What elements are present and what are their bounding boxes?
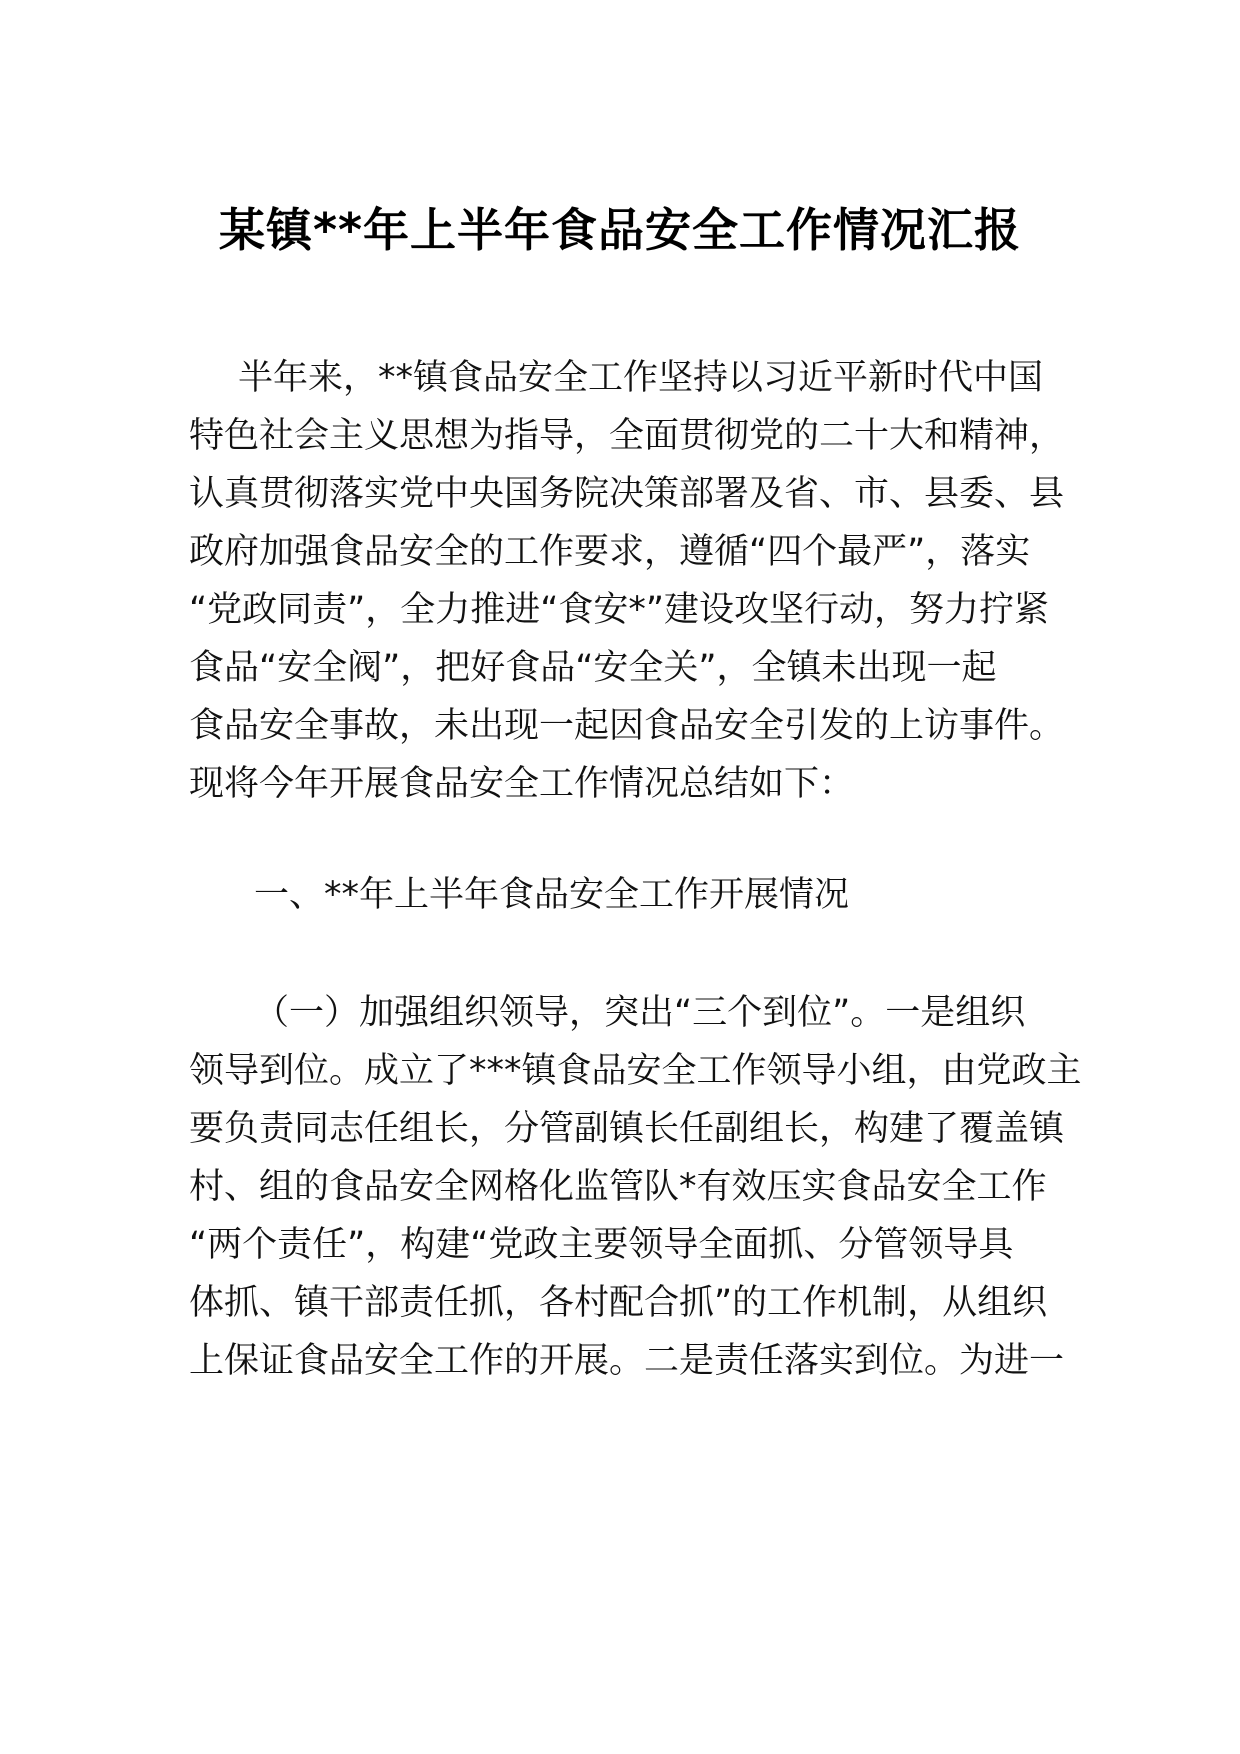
document-title: 某镇**年上半年食品安全工作情况汇报 xyxy=(218,203,1022,257)
section-heading: 一、**年上半年食品安全工作开展情况 xyxy=(254,875,850,915)
subsection-line: 体抓、镇干部责任抓，各村配合抓”的工作机制，从组织 xyxy=(189,1283,1048,1323)
subsection-line: 要负责同志任组长，分管副镇长任副组长，构建了覆盖镇 xyxy=(189,1109,1065,1149)
intro-line: 食品安全事故，未出现一起因食品安全引发的上访事件。 xyxy=(189,706,1065,746)
subsection-line: 上保证食品安全工作的开展。二是责任落实到位。为进一 xyxy=(189,1341,1065,1381)
intro-line: 特色社会主义思想为指导，全面贯彻党的二十大和精神， xyxy=(189,416,1065,456)
subsection-line: 村、组的食品安全网格化监管队*有效压实食品安全工作 xyxy=(189,1167,1047,1207)
intro-line: 政府加强食品安全的工作要求，遵循“四个最严”，落实 xyxy=(189,532,1031,572)
intro-line: 半年来，**镇食品安全工作坚持以习近平新时代中国 xyxy=(238,358,1044,398)
subsection-line: 领导到位。成立了***镇食品安全工作领导小组，由党政主 xyxy=(189,1051,1082,1091)
subsection-line: （一）加强组织领导，突出“三个到位”。一是组织 xyxy=(254,993,1026,1033)
intro-line: 认真贯彻落实党中央国务院决策部署及省、市、县委、县 xyxy=(189,474,1065,514)
subsection-line: “两个责任”，构建“党政主要领导全面抓、分管领导具 xyxy=(189,1225,1014,1265)
intro-line: 现将今年开展食品安全工作情况总结如下： xyxy=(189,764,855,804)
intro-line: 食品“安全阀”，把好食品“安全关”，全镇未出现一起 xyxy=(189,648,997,688)
intro-line: “党政同责”，全力推进“食安*”建设攻坚行动，努力拧紧 xyxy=(189,590,1050,630)
